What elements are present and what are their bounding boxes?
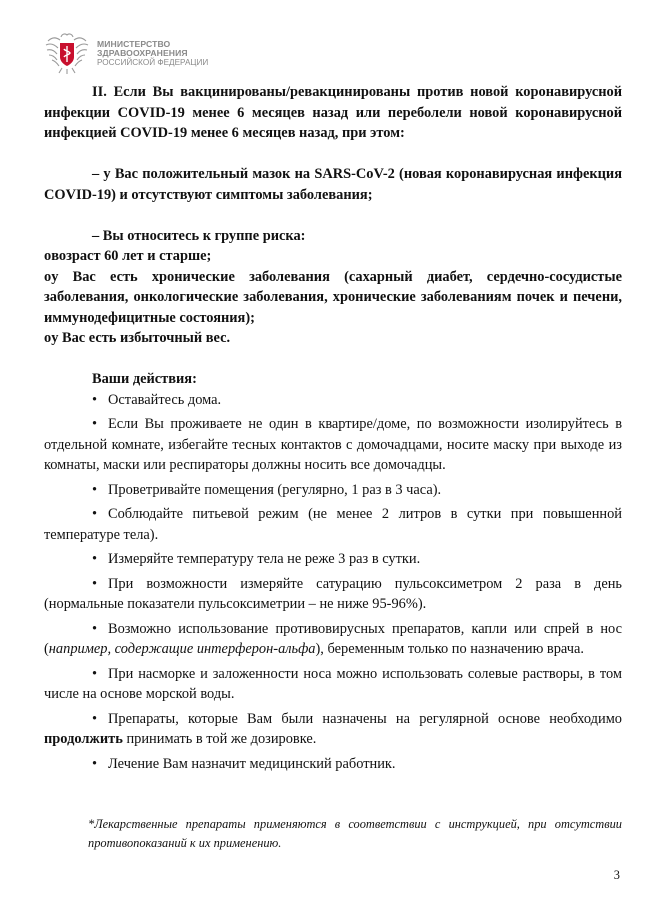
action-item	[44, 480, 622, 501]
document-body	[44, 82, 622, 778]
actions-title: Ваши действия:	[92, 371, 197, 387]
action-item	[44, 664, 622, 705]
action-text: Измеряйте температуру тела не реже 3 раз в сутки.	[108, 551, 421, 567]
action-item	[44, 619, 622, 660]
action-text: принимать в той же дозировке.	[122, 731, 317, 747]
ministry-line-1: МИНИСТЕРСТВО	[97, 39, 171, 49]
action-item	[44, 390, 622, 411]
bullet: •	[92, 481, 98, 498]
action-item	[44, 574, 622, 615]
action-text: При насморке и заложенности носа можно использовать солевые растворы, в том числе на основе морской воды.	[44, 665, 622, 702]
bullet: •	[92, 665, 98, 682]
bullet: •	[92, 551, 98, 567]
risk-item	[44, 328, 622, 349]
bullet: •	[92, 575, 98, 592]
action-text: Проветривайте помещения (регулярно, 1 раз в 3 часа).	[108, 481, 442, 498]
condition-risk-group-title: – Вы относитесь к группе риска:	[92, 227, 306, 244]
footnote: *Лекарственные препараты применяются в соответствии с инструкцией, при отсутствии противопоказаний к их применению.	[88, 817, 622, 851]
section-heading: II. Если Вы вакцинированы/ревакцинированы против новой коронавирусной инфекции COVID-19 менее 6 месяцев назад или переболели новой коронавирусной инфекцией COVID-19 менее 6 месяцев назад, при этом:	[44, 84, 622, 141]
risk-item-text: возраст 60 лет и старше;	[51, 248, 212, 264]
risk-item	[44, 246, 622, 267]
risk-item-marker: o	[44, 248, 52, 264]
bullet: •	[92, 710, 98, 727]
action-text-italic: например, содержащие интерферон-альфа	[48, 641, 316, 657]
action-item	[44, 504, 622, 545]
action-text: Оставайтесь дома.	[108, 391, 222, 408]
ministry-line-2: ЗДРАВООХРАНЕНИЯ	[97, 48, 188, 58]
page-number: 3	[613, 868, 620, 882]
action-item	[44, 754, 622, 775]
bullet: •	[92, 755, 98, 772]
risk-item-marker: o	[44, 330, 52, 346]
action-text: Препараты, которые Вам были назначены на регулярной основе необходимо	[108, 710, 622, 727]
action-text-bold: продолжить	[44, 731, 123, 747]
action-text: Возможно использование противовирусных препаратов, капли или спрей в нос (	[44, 620, 622, 657]
action-item	[44, 549, 622, 570]
action-text: Если Вы проживаете не один в квартире/доме, по возможности изолируйтесь в отдельной комнате, избегайте тесных контактов с домочадцами, носите маску при выходе из комнаты, маски или респираторы должны носить все домочадцы.	[44, 416, 622, 473]
action-text: ), беременным только по назначению врача.	[315, 641, 584, 657]
action-item	[44, 414, 622, 476]
risk-item-marker: o	[44, 268, 52, 285]
condition-positive-swab: – у Вас положительный мазок на SARS-CoV-2 (новая коронавирусная инфекция COVID-19) и отсутствуют симптомы заболевания;	[44, 166, 622, 203]
ministry-name	[97, 40, 208, 67]
risk-item	[44, 267, 622, 329]
bullet: •	[92, 620, 98, 637]
action-text: Соблюдайте питьевой режим (не менее 2 литров в сутки при повышенной температуре тела).	[44, 506, 622, 543]
action-text: Лечение Вам назначит медицинский работник.	[108, 755, 396, 772]
risk-item-text: у Вас есть хронические заболевания (сахарный диабет, сердечно-сосудистые заболевания, онкологические заболевания, хронические заболеваниям почек и печени, иммунодефицитные состояния);	[44, 268, 622, 326]
bullet: •	[92, 506, 98, 522]
action-item	[44, 709, 622, 750]
risk-item-text: у Вас есть избыточный вес.	[51, 330, 231, 346]
bullet: •	[92, 416, 98, 432]
bullet: •	[92, 391, 98, 408]
double-headed-eagle-emblem	[44, 31, 90, 75]
action-text: При возможности измеряйте сатурацию пульсоксиметром 2 раза в день (нормальные показатели пульсоксиметрии – не ниже 95-96%).	[44, 575, 622, 612]
ministry-logo	[44, 31, 254, 75]
ministry-line-3: РОССИЙСКОЙ ФЕДЕРАЦИИ	[97, 58, 209, 67]
